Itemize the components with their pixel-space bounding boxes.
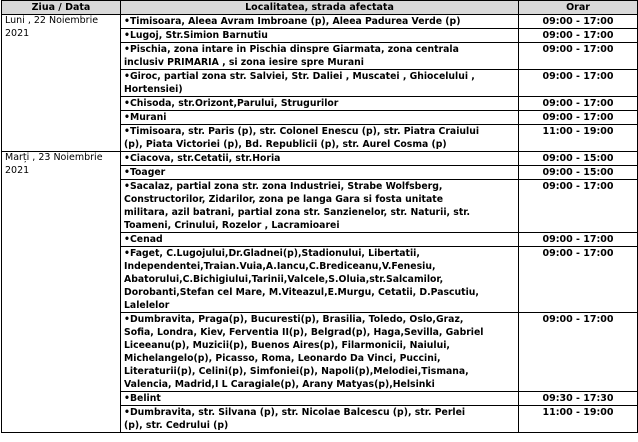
header-day: Ziua / Data: [2, 1, 121, 15]
location-cell: •Ciacova, str.Cetatii, str.Horia: [121, 152, 519, 166]
location-cell: •Dumbravita, Praga(p), Bucuresti(p), Brasilia, Toledo, Oslo,Graz, Sofia, Londra, Kiev, Ferventia II(p), Belgrad(p), Haga,Sevilla, Gabriel Liceeanu(p), Muzicii(p), Buenos Aires(p), Filarmonicii, Naiului, Michelangelo(p), Picasso, Roma, Leonardo Da Vinci, Puccini, Literaturii(p), Celini(p), Simfoniei(p), Napoli(p),Melodiei,Tismana, Valencia, Madrid,I L Caragiale(p), Arany Matyas(p),Helsinki: [121, 313, 519, 392]
outage-schedule-table: [1, 0, 638, 433]
time-cell: 09:00 - 17:00: [519, 180, 638, 233]
time-cell: 09:00 - 15:00: [519, 152, 638, 166]
location-cell: •Lugoj, Str.Simion Barnutiu: [121, 29, 519, 43]
location-cell: •Pischia, zona intare in Pischia dinspre Giarmata, zona centrala inclusiv PRIMARIA , si zona iesire spre Murani: [121, 43, 519, 70]
location-cell: •Giroc, partial zona str. Salviei, Str. Daliei , Muscatei , Ghiocelului , Hortensiei): [121, 70, 519, 97]
location-cell: •Sacalaz, partial zona str. zona Industriei, Strabe Wolfsberg, Constructorilor, Zidarilor, zona pe langa Gara si fosta unitate militara, azil batrani, partial zona str. Sanzienelor, str. Naturii, str. Toameni, Crinului, Rozelor , Lacramioarei: [121, 180, 519, 233]
time-cell: 09:00 - 17:00: [519, 70, 638, 97]
time-cell: 09:00 - 17:00: [519, 43, 638, 70]
time-cell: 09:00 - 17:00: [519, 97, 638, 111]
header-schedule: Orar: [519, 1, 638, 15]
time-cell: 09:30 - 17:30: [519, 392, 638, 406]
day-date-cell: Luni , 22 Noiembrie 2021: [2, 15, 121, 152]
table-row: [2, 152, 638, 166]
day-date-cell: Marți , 23 Noiembrie 2021: [2, 152, 121, 433]
schedule-body: [2, 15, 638, 433]
header-row: [2, 1, 638, 15]
location-cell: •Toager: [121, 166, 519, 180]
time-cell: 11:00 - 19:00: [519, 125, 638, 152]
time-cell: 09:00 - 17:00: [519, 313, 638, 392]
time-cell: 09:00 - 17:00: [519, 233, 638, 247]
time-cell: 09:00 - 17:00: [519, 247, 638, 313]
location-cell: •Faget, C.Lugojului,Dr.Gladnei(p),Stadionului, Libertatii, Independentei,Traian.Vuia,A.Iancu,C.Brediceanu,V.Fenesiu, Abatorului,C.Bichigiului,Tarinii,Valcele,S.Oluia,str.Salcamilor, Dorobanti,Stefan cel Mare, M.Viteazul,E.Murgu, Cetatii, D.Pascutiu, Lalelelor: [121, 247, 519, 313]
header-location: Localitatea, strada afectata: [121, 1, 519, 15]
location-cell: •Cenad: [121, 233, 519, 247]
location-cell: •Dumbravita, str. Silvana (p), str. Nicolae Balcescu (p), str. Perlei (p), str. Cedrului (p): [121, 406, 519, 433]
location-cell: •Chisoda, str.Orizont,Parului, Strugurilor: [121, 97, 519, 111]
time-cell: 09:00 - 17:00: [519, 29, 638, 43]
time-cell: 09:00 - 17:00: [519, 15, 638, 29]
time-cell: 09:00 - 15:00: [519, 166, 638, 180]
location-cell: •Belint: [121, 392, 519, 406]
location-cell: •Murani: [121, 111, 519, 125]
location-cell: •Timisoara, Aleea Avram Imbroane (p), Aleea Padurea Verde (p): [121, 15, 519, 29]
time-cell: 11:00 - 19:00: [519, 406, 638, 433]
table-row: [2, 15, 638, 29]
location-cell: •Timisoara, str. Paris (p), str. Colonel Enescu (p), str. Piatra Craiului (p), Piata Victoriei (p), Bd. Republicii (p), str. Aurel Cosma (p): [121, 125, 519, 152]
time-cell: 09:00 - 17:00: [519, 111, 638, 125]
